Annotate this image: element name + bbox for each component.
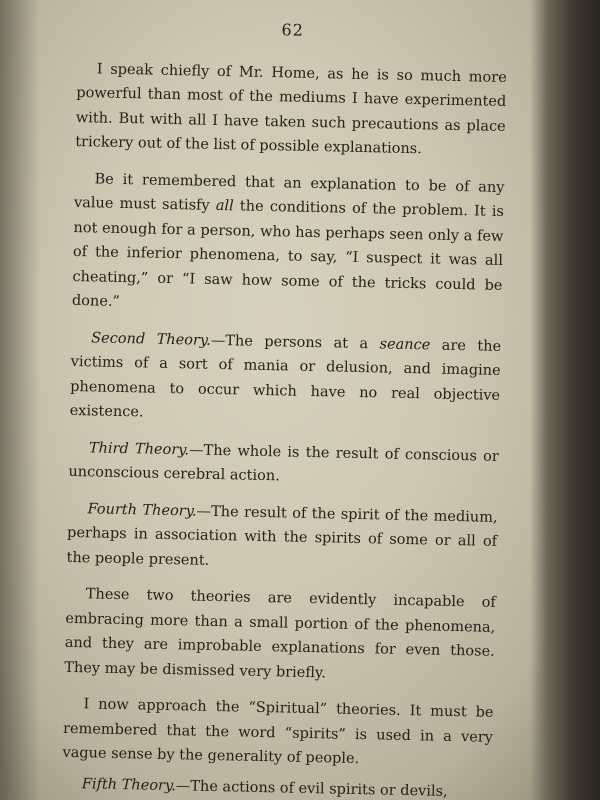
paragraph-p2 [72, 166, 505, 322]
italic-text-run: Second Theory. [91, 329, 211, 349]
paragraph-p4 [68, 435, 499, 493]
text-run: I speak chiefly of Mr. Home, as he is so much more powerful than most of the mediums I have experimented with. But with all I have taken such precautions as place trickery out of the list of possible explanations. [75, 60, 507, 158]
paragraph-p6 [64, 582, 496, 689]
text-run: —The result of the spirit of the medium, perhaps in association with the spirits of some or all of the people present. [66, 503, 498, 569]
italic-text-run: all [215, 197, 234, 215]
text-run: the conditions of the problem. It is not enough for a person, who has perhaps seen only a few of the inferior phenomena, to say, “I suspect it was all cheating,” or “I saw how some of the tricks could be done.” [71, 198, 505, 310]
paragraph-p7 [62, 692, 493, 774]
text-run: —The actions of evil spirits or devils, [175, 777, 448, 800]
text-run: —The persons at a [210, 332, 380, 352]
text-run: are the victims of a sort of mania or delusion, and imagine phenomena to occur which have no real objective existence. [69, 336, 502, 421]
italic-text-run: Fifth Theory. [81, 775, 176, 794]
page-edge-shadow [530, 0, 600, 800]
paragraph-container [62, 56, 507, 800]
italic-text-run: Third Theory. [88, 439, 190, 458]
binding-shadow [0, 0, 40, 800]
page-number: 62 [281, 20, 305, 40]
paragraph-p5 [66, 496, 497, 578]
page-text-block [61, 14, 508, 800]
text-run: These two theories are evidently incapable of embracing more than a small portion of the phenomena, and they are improbable explanations for even those. They may be dismissed very briefly. [64, 586, 496, 681]
text-run: —The whole is the result of conscious or unconscious cerebral action. [68, 441, 499, 485]
text-run: Be it remembered that an explanation to be of any value must satisfy [73, 170, 505, 214]
paragraph-p1 [75, 56, 507, 163]
paragraph-p3 [69, 325, 501, 432]
text-run: I now approach the “Spiritual” theories. It must be remembered that the word “spirits” is used in a very vague sense by the generality of people. [62, 696, 494, 768]
paragraph-p8 [62, 771, 492, 800]
italic-text-run: Fourth Theory. [87, 500, 197, 520]
italic-text-run: seance [379, 335, 431, 353]
